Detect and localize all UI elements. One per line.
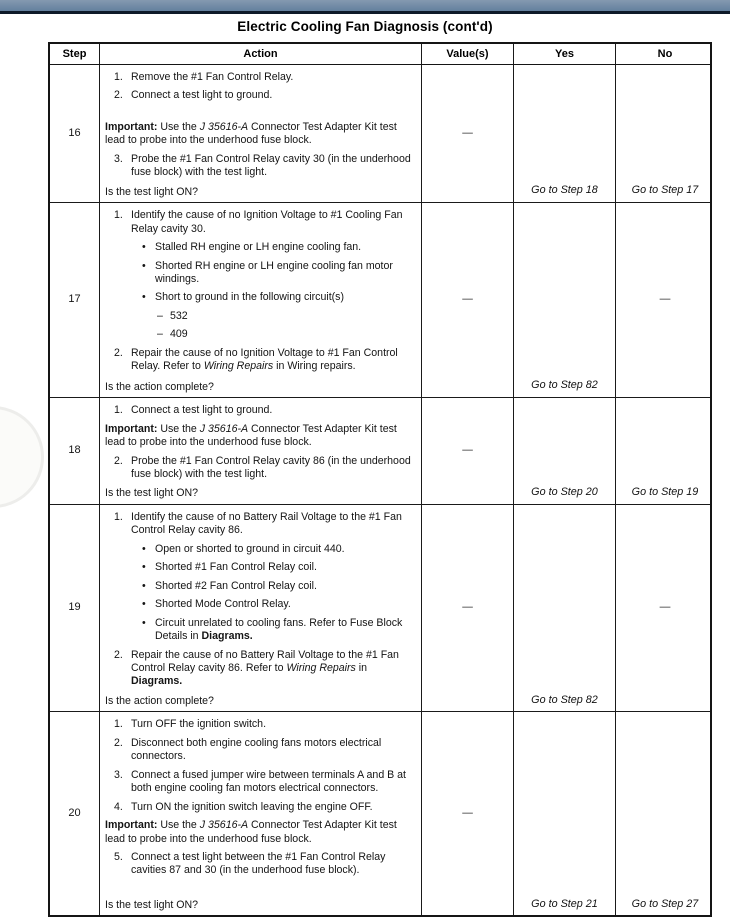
- list-marker: 5.: [114, 850, 123, 863]
- action-item: [105, 769, 415, 796]
- question-text: Is the test light ON?: [105, 898, 199, 911]
- action-item: [105, 328, 415, 341]
- no-cell: Go to Step 19: [631, 486, 699, 499]
- question-text: Is the action complete?: [105, 380, 214, 393]
- action-item: [105, 209, 415, 236]
- list-marker: 4.: [114, 800, 123, 813]
- step-cell: 17: [50, 203, 100, 397]
- action-text: Identify the cause of no Ignition Voltage to #1 Cooling Fan Relay cavity 30.: [131, 209, 403, 235]
- action-item: [105, 241, 415, 254]
- action-item: [105, 291, 415, 304]
- table-row: [50, 202, 710, 397]
- list-marker: 1.: [114, 209, 123, 222]
- table-header-row: [50, 44, 710, 65]
- list-marker: 3.: [114, 152, 123, 165]
- step-cell: 16: [50, 65, 100, 202]
- question-text: Is the test light ON?: [105, 487, 199, 500]
- hole-punch-mark: [0, 406, 44, 508]
- list-marker: 1.: [114, 510, 123, 523]
- action-item: [105, 455, 415, 482]
- list-marker: •: [142, 259, 146, 272]
- action-text: Repair the cause of no Ignition Voltage to #1 Fan Control Relay. Refer to Wiring Repairs in Wiring repairs.: [131, 346, 398, 373]
- yes-cell: Go to Step 82: [514, 203, 616, 397]
- yes-cell: Go to Step 18: [514, 65, 616, 202]
- header-values: Value(s): [422, 44, 514, 64]
- list-marker: –: [157, 309, 163, 322]
- action-text: Connect a fused jumper wire between terminals A and B at both engine cooling fan motors electrical connectors.: [131, 768, 407, 795]
- action-text: Identify the cause of no Battery Rail Voltage to the #1 Fan Control Relay cavity 86.: [131, 510, 402, 537]
- question-text: Is the action complete?: [105, 694, 214, 707]
- action-item: [105, 153, 415, 180]
- action-text: Disconnect both engine cooling fans motors electrical connectors.: [131, 736, 382, 763]
- table-row: [50, 711, 710, 915]
- action-item: [105, 737, 415, 764]
- action-item: Important: Use the J 35616-A Connector Test Adapter Kit test lead to probe into the underhood fuse block.: [105, 422, 397, 449]
- table-body: [50, 65, 710, 915]
- action-item: [105, 598, 415, 611]
- list-marker: •: [142, 598, 146, 611]
- action-item: [105, 260, 415, 287]
- list-marker: •: [142, 579, 146, 592]
- no-cell: Go to Step 17: [631, 184, 699, 197]
- list-marker: 2.: [114, 736, 123, 749]
- list-marker: 1.: [114, 404, 123, 417]
- action-item: [105, 404, 415, 417]
- list-marker: •: [142, 241, 146, 254]
- action-item: [105, 580, 415, 593]
- action-text: Circuit unrelated to cooling fans. Refer to Fuse Block Details in Diagrams.: [155, 616, 403, 643]
- action-item: [105, 543, 415, 556]
- action-text: Turn OFF the ignition switch.: [131, 718, 267, 731]
- list-marker: •: [142, 291, 146, 304]
- action-cell: [100, 505, 422, 711]
- action-item: [105, 347, 415, 374]
- yes-cell: Go to Step 82: [514, 505, 616, 711]
- action-cell: [100, 203, 422, 397]
- action-text: Remove the #1 Fan Control Relay.: [131, 71, 294, 83]
- action-text: Connect a test light between the #1 Fan Control Relay cavities 87 and 30 (in the underhood fuse block).: [131, 850, 386, 877]
- list-marker: 1.: [114, 718, 123, 731]
- yes-cell: Go to Step 20: [514, 398, 616, 504]
- action-text: Probe the #1 Fan Control Relay cavity 30 (in the underhood fuse block) with the test light.: [131, 152, 411, 179]
- table-row: [50, 504, 710, 711]
- list-marker: 1.: [114, 71, 123, 83]
- header-no: No: [657, 48, 673, 60]
- no-cell: —: [659, 601, 671, 614]
- action-text: Shorted #1 Fan Control Relay coil.: [155, 561, 317, 574]
- page-title: Electric Cooling Fan Diagnosis (cont'd): [237, 19, 493, 34]
- list-marker: •: [142, 561, 146, 574]
- action-text: Connect a test light to ground.: [131, 89, 273, 102]
- question-text: Is the test light ON?: [105, 185, 199, 198]
- action-text: Shorted #2 Fan Control Relay coil.: [155, 579, 317, 592]
- yes-cell: Go to Step 21: [514, 712, 616, 915]
- action-text: Shorted Mode Control Relay.: [155, 598, 291, 611]
- action-item: Important: Use the J 35616-A Connector Test Adapter Kit test lead to probe into the underhood fuse block.: [105, 819, 397, 845]
- action-item: [105, 851, 415, 878]
- value-cell: —: [422, 203, 514, 397]
- header-action: Action: [100, 44, 422, 64]
- header-step: Step: [50, 44, 100, 64]
- action-item: [105, 89, 415, 102]
- action-item: [105, 310, 415, 323]
- action-text: Stalled RH engine or LH engine cooling fan.: [155, 241, 362, 254]
- action-cell: [100, 712, 422, 915]
- action-cell: [100, 65, 422, 202]
- action-cell: [100, 398, 422, 504]
- header-yes: Yes: [514, 44, 616, 64]
- action-text: Probe the #1 Fan Control Relay cavity 86 (in the underhood fuse block) with the test light.: [131, 454, 411, 480]
- action-item: Important: Use the J 35616-A Connector Test Adapter Kit test lead to probe into the underhood fuse block.: [105, 120, 397, 147]
- action-text: Open or shorted to ground in circuit 440.: [155, 542, 345, 555]
- action-item: [105, 71, 415, 84]
- list-marker: 2.: [114, 89, 123, 102]
- action-item: [105, 511, 415, 538]
- value-cell: —: [422, 65, 514, 202]
- action-item: [105, 561, 415, 574]
- action-text: Connect a test light to ground.: [131, 404, 273, 417]
- list-marker: 3.: [114, 768, 123, 781]
- action-text: Short to ground in the following circuit(s): [155, 291, 345, 304]
- action-text: Shorted RH engine or LH engine cooling fan motor windings.: [155, 259, 393, 285]
- value-cell: —: [422, 712, 514, 915]
- table-row: [50, 397, 710, 504]
- list-marker: •: [142, 542, 146, 555]
- action-item: [105, 718, 415, 731]
- value-cell: —: [422, 398, 514, 504]
- value-cell: —: [422, 505, 514, 711]
- list-marker: 2.: [114, 648, 123, 661]
- step-cell: 18: [50, 398, 100, 504]
- action-text: 409: [170, 328, 188, 341]
- list-marker: –: [157, 328, 163, 341]
- step-cell: 20: [50, 712, 100, 915]
- diagnosis-table: [48, 42, 712, 917]
- window-top-bar: [0, 0, 730, 14]
- action-text: 532: [170, 309, 188, 322]
- step-cell: 19: [50, 505, 100, 711]
- table-row: [50, 65, 710, 202]
- action-item: [105, 617, 415, 644]
- list-marker: •: [142, 616, 146, 629]
- action-item: [105, 649, 415, 689]
- list-marker: 2.: [114, 454, 123, 467]
- action-item: [105, 801, 415, 814]
- action-text: Repair the cause of no Battery Rail Voltage to the #1 Fan Control Relay cavity 86. Refer to Wiring Repairs in Diagrams.: [131, 648, 399, 688]
- list-marker: 2.: [114, 346, 123, 359]
- no-cell: —: [659, 293, 671, 306]
- action-text: Turn ON the ignition switch leaving the engine OFF.: [131, 800, 373, 813]
- no-cell: Go to Step 27: [631, 897, 699, 910]
